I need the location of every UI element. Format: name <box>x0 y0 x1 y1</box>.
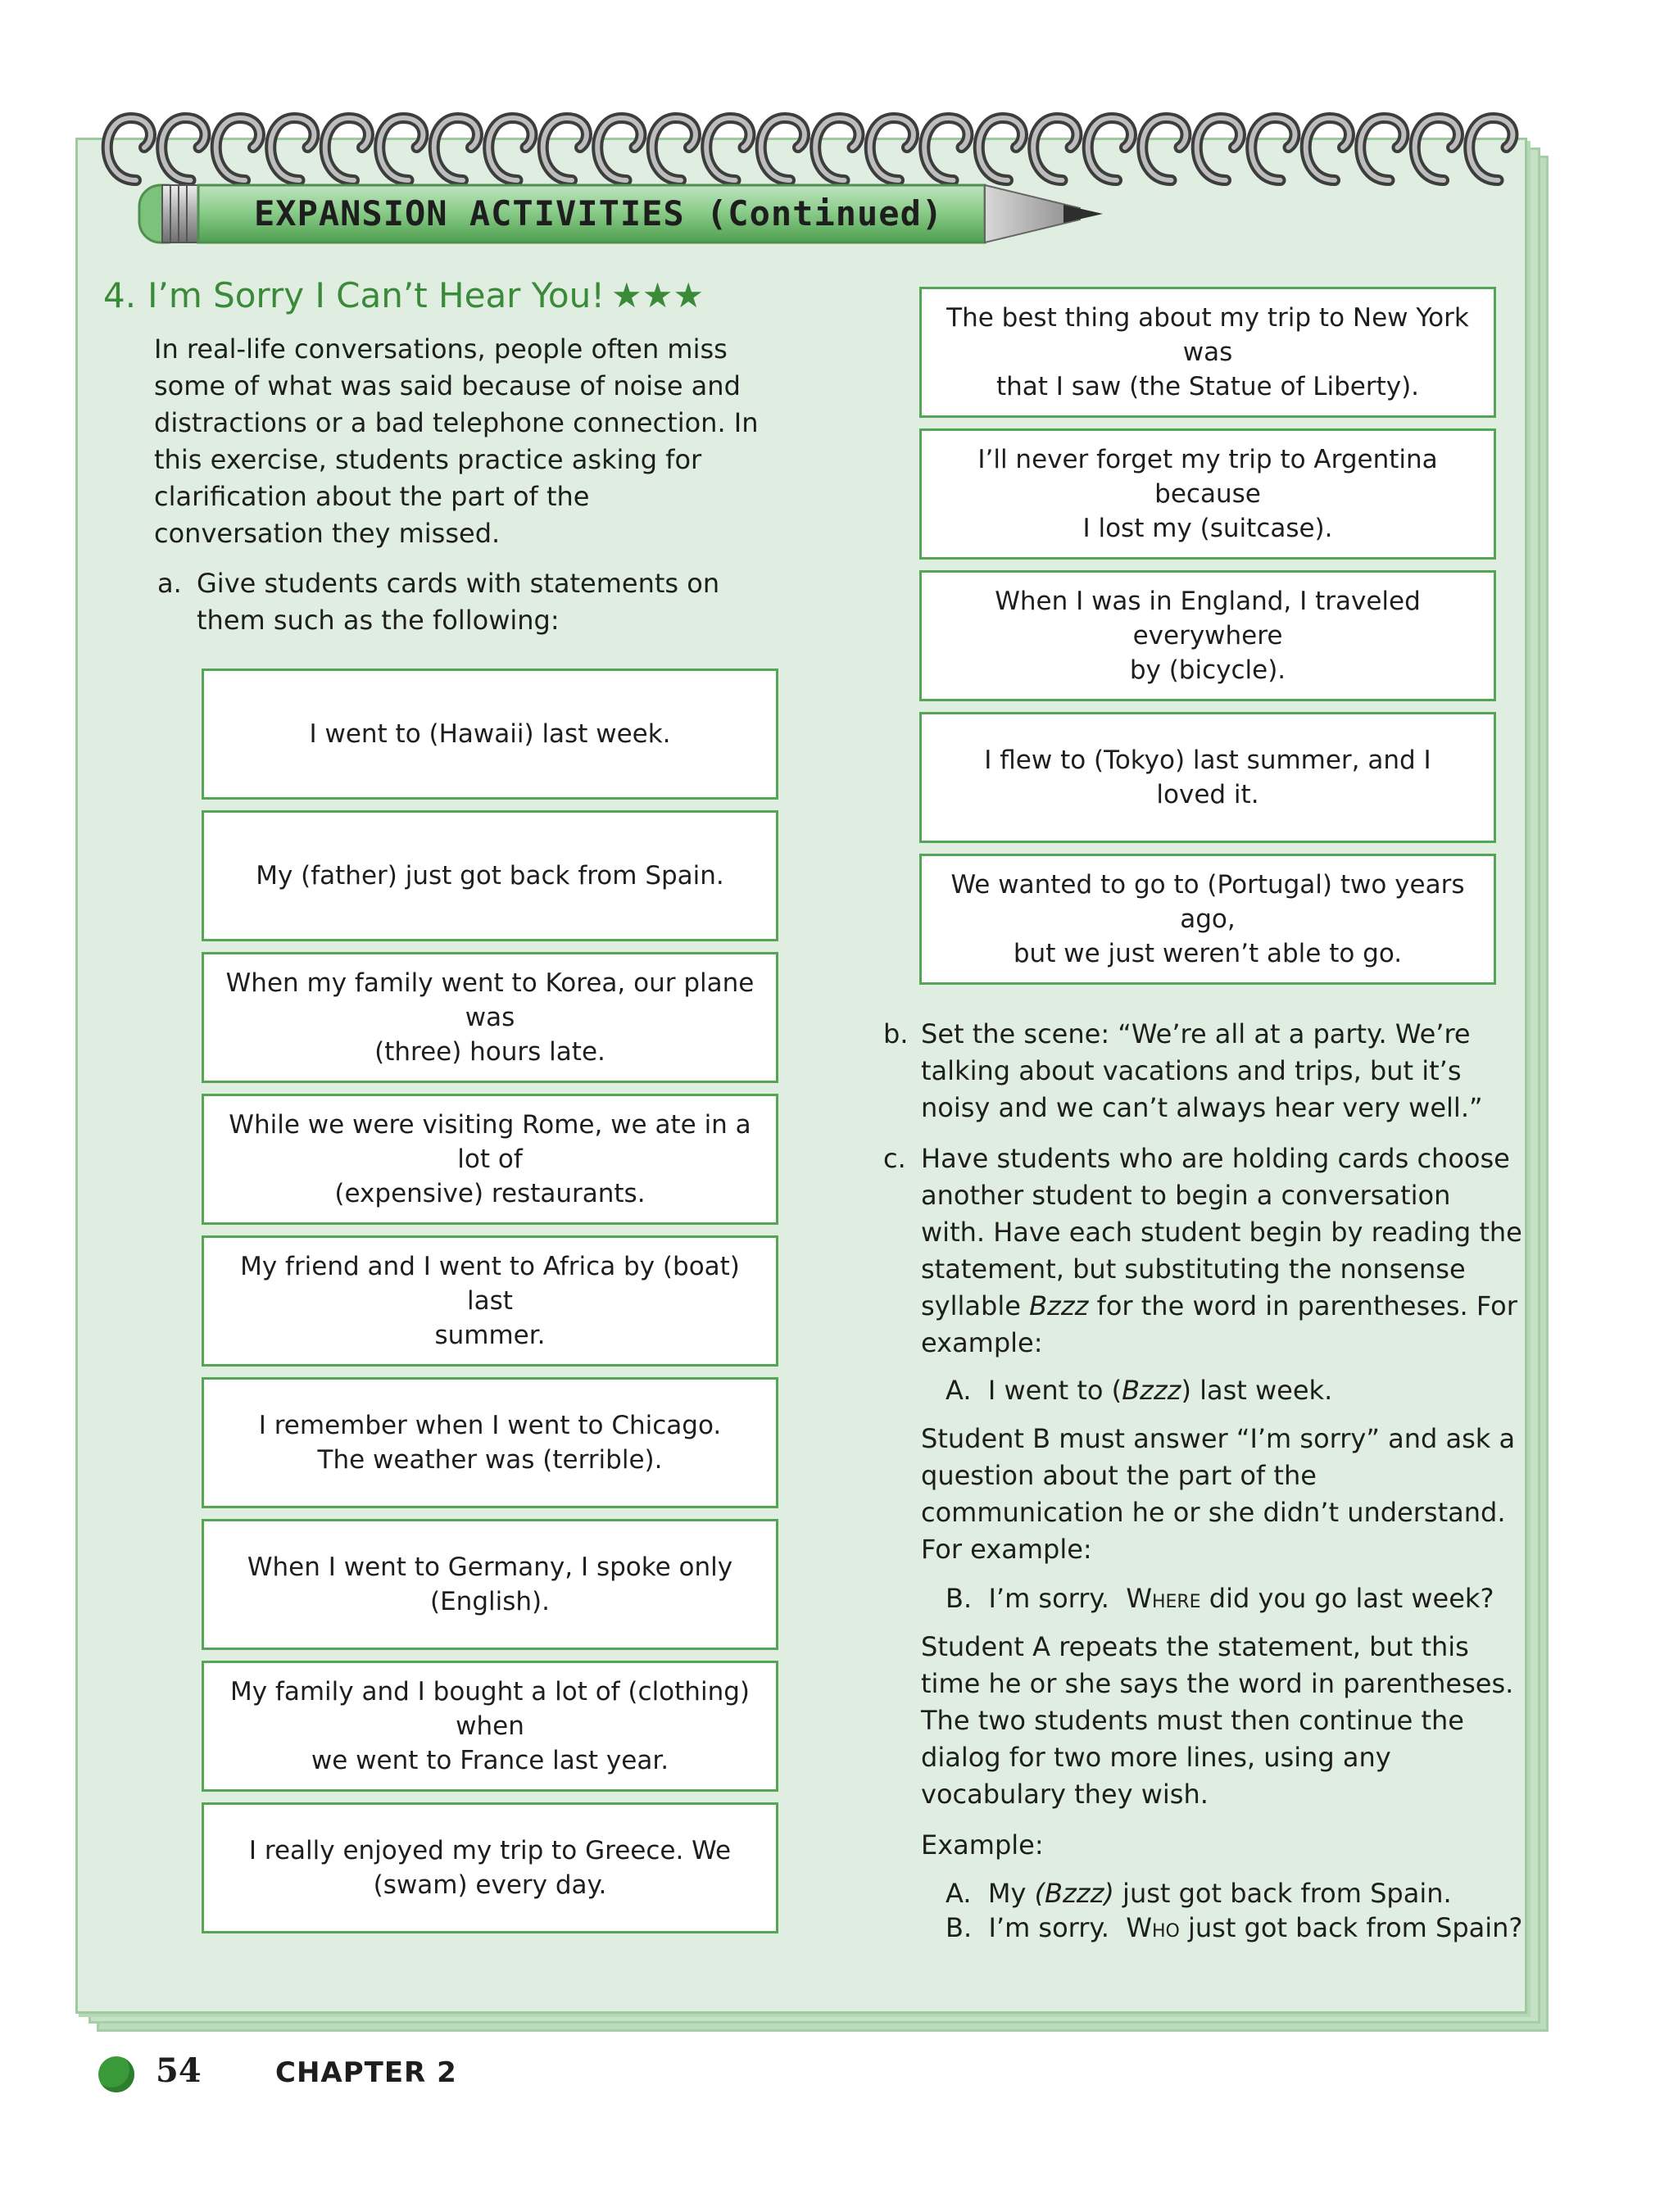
step-c-label: c. <box>883 1143 906 1174</box>
statement-card: I flew to (Tokyo) last summer, and I loved it. <box>919 712 1496 843</box>
section-title-text: I’m Sorry I Can’t Hear You! <box>147 275 605 315</box>
example-line-b: B. I’m sorry. Where did you go last week? <box>946 1583 1494 1614</box>
statement-card: When I was in England, I traveled everywhere by (bicycle). <box>919 570 1496 701</box>
student-b-instructions: Student B must answer “I’m sorry” and ask a question about the part of the communication he or she didn’t understand. For example: <box>921 1423 1516 1565</box>
statement-card: While we were visiting Rome, we ate in a lot of (expensive) restaurants. <box>202 1094 778 1225</box>
section-number: 4. <box>103 275 137 315</box>
statement-card: I remember when I went to Chicago. The weather was (terrible). <box>202 1377 778 1508</box>
step-b <box>883 1016 1522 1126</box>
statement-card: My family and I bought a lot of (clothing) when we went to France last year. <box>202 1661 778 1792</box>
statement-card: My friend and I went to Africa by (boat) last summer. <box>202 1235 778 1367</box>
step-c-text: Have students who are holding cards choose another student to begin a conversation with. Have each student begin by reading the statement, but substituting the nonsense syllable Bzzz for the word in parentheses. For example: <box>921 1143 1522 1358</box>
step-a-label: a. <box>157 568 182 599</box>
section-title <box>103 275 704 315</box>
section-intro: In real-life conversations, people often miss some of what was said because of noise and distractions or a bad telephone connection. In this exercise, students practice asking for clarification about the part of the conversation they missed. <box>154 333 759 549</box>
statement-card: When my family went to Korea, our plane was (three) hours late. <box>202 952 778 1083</box>
step-b-label: b. <box>883 1018 909 1049</box>
statement-card: We wanted to go to (Portugal) two years ago, but we just weren’t able to go. <box>919 854 1496 985</box>
example-dialog <box>946 1876 1535 1945</box>
star-rating-icon: ★★★ <box>611 275 705 315</box>
statement-card: The best thing about my trip to New York was that I saw (the Statue of Liberty). <box>919 287 1496 418</box>
step-a <box>157 565 780 639</box>
step-c <box>883 1140 1522 1362</box>
page-bullet-icon <box>98 2056 134 2092</box>
example-label: Example: <box>921 1829 1044 1861</box>
chapter-label: CHAPTER 2 <box>275 2056 457 2089</box>
statement-card: I really enjoyed my trip to Greece. We (swam) every day. <box>202 1802 778 1933</box>
example-dialog-line-1: A. My (Bzzz) just got back from Spain. <box>946 1878 1452 1909</box>
example-dialog-line-2: B. I’m sorry. Who just got back from Spain? <box>946 1912 1523 1943</box>
page-number: 54 <box>156 2051 202 2090</box>
statement-card: I’ll never forget my trip to Argentina because I lost my (suitcase). <box>919 428 1496 560</box>
statement-card: When I went to Germany, I spoke only (English). <box>202 1519 778 1650</box>
example-line-a: A. I went to (Bzzz) last week. <box>946 1375 1333 1406</box>
statement-card: My (father) just got back from Spain. <box>202 810 778 941</box>
step-a-text: Give students cards with statements on them such as the following: <box>197 568 720 636</box>
header-title: EXPANSION ACTIVITIES (Continued) <box>254 193 944 233</box>
step-b-text: Set the scene: “We’re all at a party. We’re talking about vacations and trips, but it’s noisy and we can’t always hear very well.” <box>921 1018 1483 1123</box>
student-a-instructions: Student A repeats the statement, but this time he or she says the word in parentheses. The two students must then continue the dialog for two more lines, using any vocabulary they wish. <box>921 1631 1514 1810</box>
statement-card: I went to (Hawaii) last week. <box>202 669 778 800</box>
